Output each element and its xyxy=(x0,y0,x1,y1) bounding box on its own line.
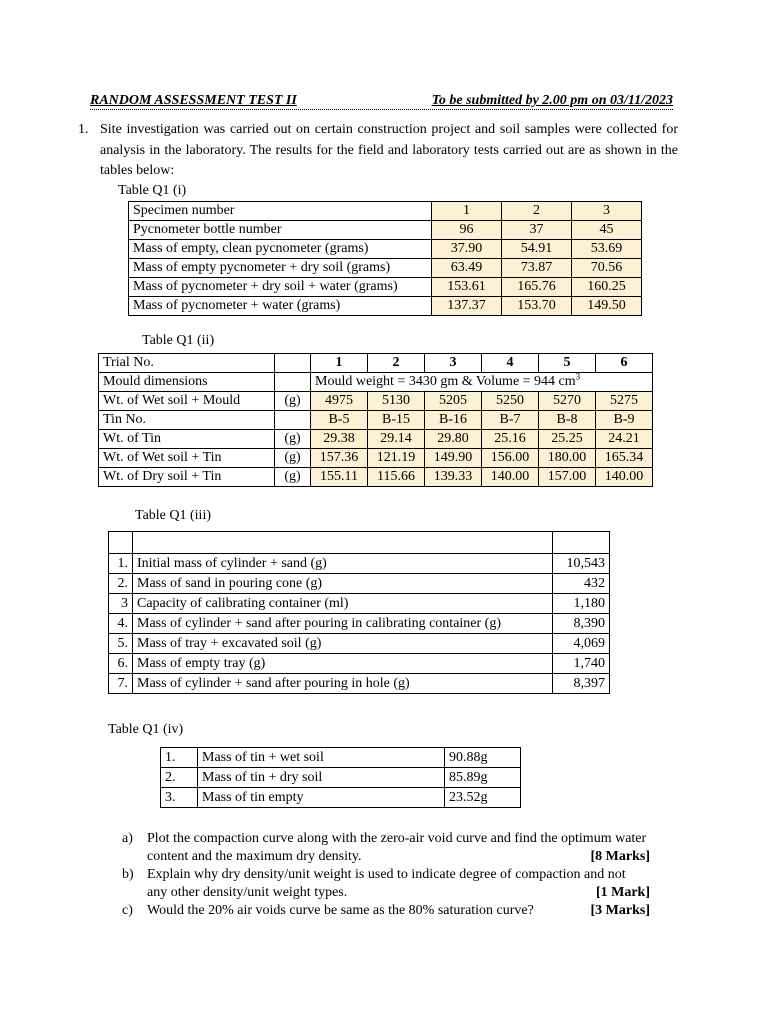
row-label: Mass of empty, clean pycnometer (grams) xyxy=(129,240,432,259)
table-row xyxy=(129,240,642,259)
trial-number: 4 xyxy=(482,354,539,373)
table-row xyxy=(161,788,521,808)
row-label: Pycnometer bottle number xyxy=(129,221,432,240)
cell-value: 54.91 xyxy=(502,240,572,259)
cell-value: 37.90 xyxy=(432,240,502,259)
row-number: 6. xyxy=(109,654,133,674)
cell-value: 5275 xyxy=(596,392,653,411)
subquestion-text-line2: any other density/unit weight types. xyxy=(147,885,348,900)
cell-value: 149.90 xyxy=(425,449,482,468)
cell-value: 8,390 xyxy=(553,614,610,634)
row-unit: (g) xyxy=(275,392,311,411)
row-label: Mass of tin + wet soil xyxy=(198,748,445,768)
row-label: Mass of pycnometer + dry soil + water (grams) xyxy=(129,278,432,297)
table-q1-i xyxy=(128,201,642,316)
row-label: Wt. of Wet soil + Tin xyxy=(99,449,275,468)
subquestion-text-line1: Plot the compaction curve along with the zero-air void curve and find the optimum water xyxy=(147,831,647,846)
table-q1-iv xyxy=(160,747,521,808)
cell-value: 25.25 xyxy=(539,430,596,449)
cell-value: B-8 xyxy=(539,411,596,430)
cell-value: 156.00 xyxy=(482,449,539,468)
mould-row xyxy=(99,373,653,392)
cell-value: 140.00 xyxy=(482,468,539,487)
cell-value: 8,397 xyxy=(553,674,610,694)
cell-value: 149.50 xyxy=(572,297,642,316)
row-unit: (g) xyxy=(275,468,311,487)
row-number: 3. xyxy=(161,788,198,808)
table-q1-iii xyxy=(108,531,610,694)
blank-cell xyxy=(553,532,610,554)
blank-cell xyxy=(133,532,553,554)
table-row xyxy=(109,554,610,574)
row-label: Mass of tin empty xyxy=(198,788,445,808)
table-row xyxy=(109,614,610,634)
row-label: Mass of pycnometer + water (grams) xyxy=(129,297,432,316)
cell-value: 1 xyxy=(432,202,502,221)
trial-number: 2 xyxy=(368,354,425,373)
row-label: Wt. of Dry soil + Tin xyxy=(99,468,275,487)
unit-cell xyxy=(275,354,311,373)
table-row xyxy=(99,449,653,468)
row-number: 7. xyxy=(109,674,133,694)
mould-label: Mould dimensions xyxy=(99,373,275,392)
table-row xyxy=(109,654,610,674)
table-row xyxy=(99,411,653,430)
row-label: Capacity of calibrating container (ml) xyxy=(133,594,553,614)
cell-value: 153.61 xyxy=(432,278,502,297)
row-number: 2. xyxy=(109,574,133,594)
table-row xyxy=(129,278,642,297)
question-text: Site investigation was carried out on certain construction project and soil samples were collected for analysis in the laboratory. The results for the field and laboratory tests carried out are as shown in the tables below: xyxy=(100,122,678,178)
blank-cell xyxy=(109,532,133,554)
cell-value: 157.36 xyxy=(311,449,368,468)
table-row xyxy=(129,259,642,278)
mould-dimensions xyxy=(311,373,653,392)
cell-value: 1,180 xyxy=(553,594,610,614)
marks-label: [1 Mark] xyxy=(595,885,650,900)
row-label: Tin No. xyxy=(99,411,275,430)
cell-value: 25.16 xyxy=(482,430,539,449)
row-label: Mass of cylinder + sand after pouring in calibrating container (g) xyxy=(133,614,553,634)
cell-value: 153.70 xyxy=(502,297,572,316)
cell-value: 160.25 xyxy=(572,278,642,297)
subquestion-label: c) xyxy=(122,903,133,918)
cell-value: 2 xyxy=(502,202,572,221)
table-1-caption: Table Q1 (i) xyxy=(118,183,187,198)
trial-number: 5 xyxy=(539,354,596,373)
cell-value: 115.66 xyxy=(368,468,425,487)
cell-value: 70.56 xyxy=(572,259,642,278)
test-title: RANDOM ASSESSMENT TEST II xyxy=(90,93,297,108)
cell-value: 165.34 xyxy=(596,449,653,468)
table-q1-ii xyxy=(98,353,653,487)
row-number: 1. xyxy=(109,554,133,574)
table-2-caption: Table Q1 (ii) xyxy=(142,333,215,348)
cell-value: 37 xyxy=(502,221,572,240)
marks-label: [3 Marks] xyxy=(590,903,650,918)
row-unit: (g) xyxy=(275,430,311,449)
cell-value: B-16 xyxy=(425,411,482,430)
trial-number: 1 xyxy=(311,354,368,373)
trial-number: 3 xyxy=(425,354,482,373)
table-3-caption: Table Q1 (iii) xyxy=(135,508,211,523)
row-label: Wt. of Wet soil + Mould xyxy=(99,392,275,411)
row-label: Mass of empty tray (g) xyxy=(133,654,553,674)
table-row xyxy=(109,674,610,694)
subquestion-c xyxy=(122,902,682,920)
cell-value: 5205 xyxy=(425,392,482,411)
cell-value: B-7 xyxy=(482,411,539,430)
cell-value: 53.69 xyxy=(572,240,642,259)
cell-value: B-15 xyxy=(368,411,425,430)
table-row xyxy=(161,748,521,768)
subquestion-text-line1: Would the 20% air voids curve be same as the 80% saturation curve? xyxy=(147,903,534,918)
cell-value: 45 xyxy=(572,221,642,240)
table-row xyxy=(109,634,610,654)
cell-value: 90.88g xyxy=(445,748,521,768)
table-blank-header-row xyxy=(109,532,610,554)
cell-value: 5270 xyxy=(539,392,596,411)
cell-value: 140.00 xyxy=(596,468,653,487)
row-label: Mass of sand in pouring cone (g) xyxy=(133,574,553,594)
cell-value: B-5 xyxy=(311,411,368,430)
row-label: Initial mass of cylinder + sand (g) xyxy=(133,554,553,574)
row-number: 3 xyxy=(109,594,133,614)
table-row xyxy=(161,768,521,788)
cell-value: 165.76 xyxy=(502,278,572,297)
row-number: 2. xyxy=(161,768,198,788)
cell-value: 29.38 xyxy=(311,430,368,449)
header-label: Trial No. xyxy=(99,354,275,373)
cell-value: 29.14 xyxy=(368,430,425,449)
row-number: 5. xyxy=(109,634,133,654)
row-unit: (g) xyxy=(275,449,311,468)
table-row xyxy=(99,430,653,449)
cell-value: 4975 xyxy=(311,392,368,411)
cell-value: 137.37 xyxy=(432,297,502,316)
cell-value: 3 xyxy=(572,202,642,221)
cell-value: 29.80 xyxy=(425,430,482,449)
subquestion-a xyxy=(122,830,682,866)
question-number: 1. xyxy=(78,122,89,137)
row-label: Specimen number xyxy=(129,202,432,221)
table-row xyxy=(109,594,610,614)
row-label: Mass of empty pycnometer + dry soil (grams) xyxy=(129,259,432,278)
cell-value: 96 xyxy=(432,221,502,240)
cell-value: 73.87 xyxy=(502,259,572,278)
cell-value: 432 xyxy=(553,574,610,594)
cell-value: 10,543 xyxy=(553,554,610,574)
cell-value: 155.11 xyxy=(311,468,368,487)
marks-label: [8 Marks] xyxy=(590,849,650,864)
table-row xyxy=(129,297,642,316)
row-number: 1. xyxy=(161,748,198,768)
mould-unit-exponent: 3 xyxy=(575,371,581,382)
row-label: Mass of tin + dry soil xyxy=(198,768,445,788)
cell-value: 5130 xyxy=(368,392,425,411)
subquestion-b xyxy=(122,866,682,902)
table-row xyxy=(129,221,642,240)
cell-value: 63.49 xyxy=(432,259,502,278)
cell-value: 121.19 xyxy=(368,449,425,468)
cell-value: 4,069 xyxy=(553,634,610,654)
subquestion-label: a) xyxy=(122,831,133,846)
mould-text: Mould weight = 3430 gm & Volume = 944 cm xyxy=(315,374,576,389)
question-1-intro xyxy=(78,120,678,182)
table-row xyxy=(99,468,653,487)
submission-deadline: To be submitted by 2.00 pm on 03/11/2023 xyxy=(431,93,673,108)
cell-value: 5250 xyxy=(482,392,539,411)
trial-number: 6 xyxy=(596,354,653,373)
row-unit xyxy=(275,411,311,430)
cell-value: 1,740 xyxy=(553,654,610,674)
subquestion-text-line1: Explain why dry density/unit weight is used to indicate degree of compaction and not xyxy=(147,867,626,882)
cell-value: 139.33 xyxy=(425,468,482,487)
row-label: Wt. of Tin xyxy=(99,430,275,449)
table-row xyxy=(109,574,610,594)
unit-cell xyxy=(275,373,311,392)
cell-value: 157.00 xyxy=(539,468,596,487)
table-header-row xyxy=(99,354,653,373)
cell-value: B-9 xyxy=(596,411,653,430)
table-4-caption: Table Q1 (iv) xyxy=(108,722,184,737)
table-row xyxy=(99,392,653,411)
cell-value: 85.89g xyxy=(445,768,521,788)
page-header xyxy=(90,93,673,110)
row-number: 4. xyxy=(109,614,133,634)
subquestion-label: b) xyxy=(122,867,134,882)
subquestion-text-line2: content and the maximum dry density. xyxy=(147,849,362,864)
row-label: Mass of cylinder + sand after pouring in hole (g) xyxy=(133,674,553,694)
row-label: Mass of tray + excavated soil (g) xyxy=(133,634,553,654)
table-row xyxy=(129,202,642,221)
cell-value: 180.00 xyxy=(539,449,596,468)
cell-value: 24.21 xyxy=(596,430,653,449)
cell-value: 23.52g xyxy=(445,788,521,808)
